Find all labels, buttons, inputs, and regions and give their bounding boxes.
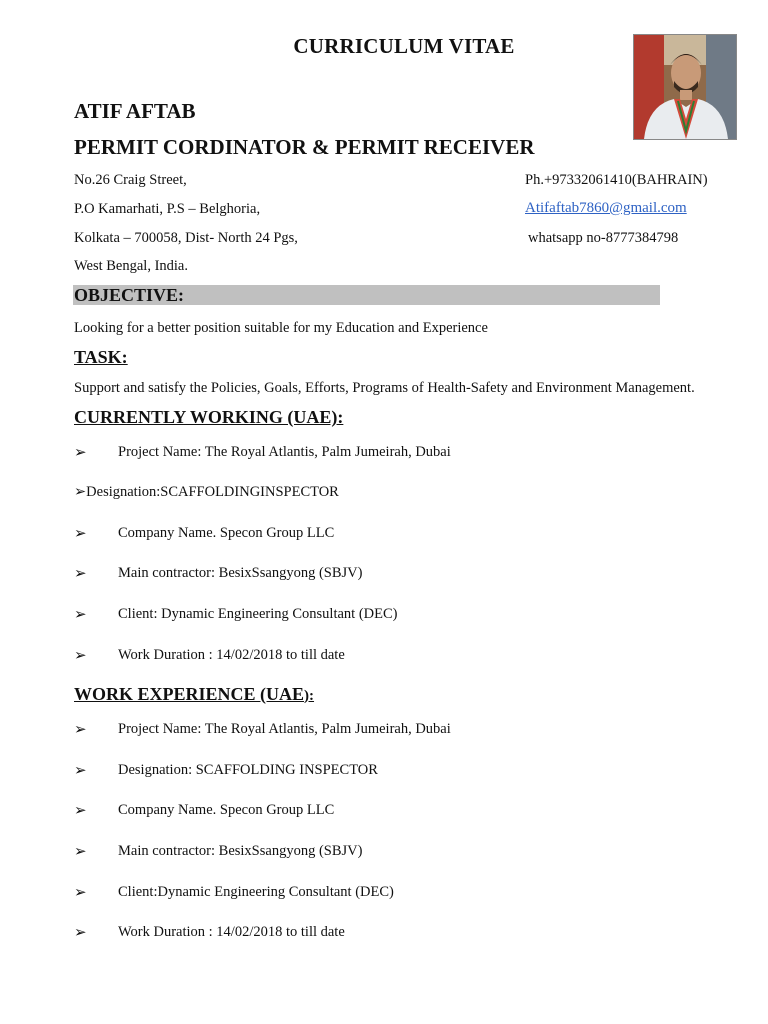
document-title: CURRICULUM VITAE [293,34,515,58]
work-experience-heading [74,684,314,705]
bullet-icon: ➢ [74,445,87,461]
profile-photo [633,34,737,140]
experience-main-contractor: Main contractor: BesixSsangyong (SBJV) [118,843,363,859]
address-line-3: Kolkata – 700058, Dist- North 24 Pgs, [74,230,298,246]
current-designation-text: Designation:SCAFFOLDINGINSPECTOR [86,484,339,500]
candidate-name: ATIF AFTAB [74,99,196,123]
bullet-icon: ➢ [74,885,87,901]
address-line-4: West Bengal, India. [74,258,188,274]
current-work-heading: CURRENTLY WORKING (UAE): [74,407,344,427]
phone-number: Ph.+97332061410(BAHRAIN) [525,172,708,188]
candidate-role: PERMIT CORDINATOR & PERMIT RECEIVER [74,135,535,159]
experience-duration: Work Duration : 14/02/2018 to till date [118,924,345,940]
task-text: Support and satisfy the Policies, Goals, Efforts, Programs of Health-Safety and Environment Management. [74,380,695,396]
bullet-icon: ➢ [74,722,87,738]
bullet-icon: ➢ [74,844,87,860]
experience-company: Company Name. Specon Group LLC [118,802,335,818]
bullet-icon: ➢ [74,484,87,500]
email-link[interactable]: Atifaftab7860@gmail.com [525,200,687,216]
objective-heading: OBJECTIVE: [74,285,185,305]
bullet-icon: ➢ [74,925,87,941]
bullet-icon: ➢ [74,607,87,623]
experience-client: Client:Dynamic Engineering Consultant (DEC) [118,884,394,900]
current-main-contractor: Main contractor: BesixSsangyong (SBJV) [118,565,363,581]
current-duration: Work Duration : 14/02/2018 to till date [118,647,345,663]
task-heading: TASK: [74,347,128,367]
current-designation [74,484,339,501]
person-photo-icon [634,35,736,139]
bullet-icon: ➢ [74,803,87,819]
bullet-icon: ➢ [74,566,87,582]
objective-text: Looking for a better position suitable for my Education and Experience [74,320,488,336]
current-project: Project Name: The Royal Atlantis, Palm Jumeirah, Dubai [118,444,451,460]
bullet-icon: ➢ [74,526,87,542]
bullet-icon: ➢ [74,763,87,779]
current-company: Company Name. Specon Group LLC [118,525,335,541]
experience-project: Project Name: The Royal Atlantis, Palm Jumeirah, Dubai [118,721,451,737]
whatsapp-number: whatsapp no-8777384798 [528,230,679,246]
work-experience-heading-main: WORK EXPERIENCE (UAE [74,684,305,704]
address-line-1: No.26 Craig Street, [74,172,187,188]
address-line-2: P.O Kamarhati, P.S – Belghoria, [74,201,261,217]
current-client: Client: Dynamic Engineering Consultant (DEC) [118,606,398,622]
experience-designation: Designation: SCAFFOLDING INSPECTOR [118,762,378,778]
bullet-icon: ➢ [74,648,87,664]
work-experience-heading-tail: ): [304,688,315,704]
